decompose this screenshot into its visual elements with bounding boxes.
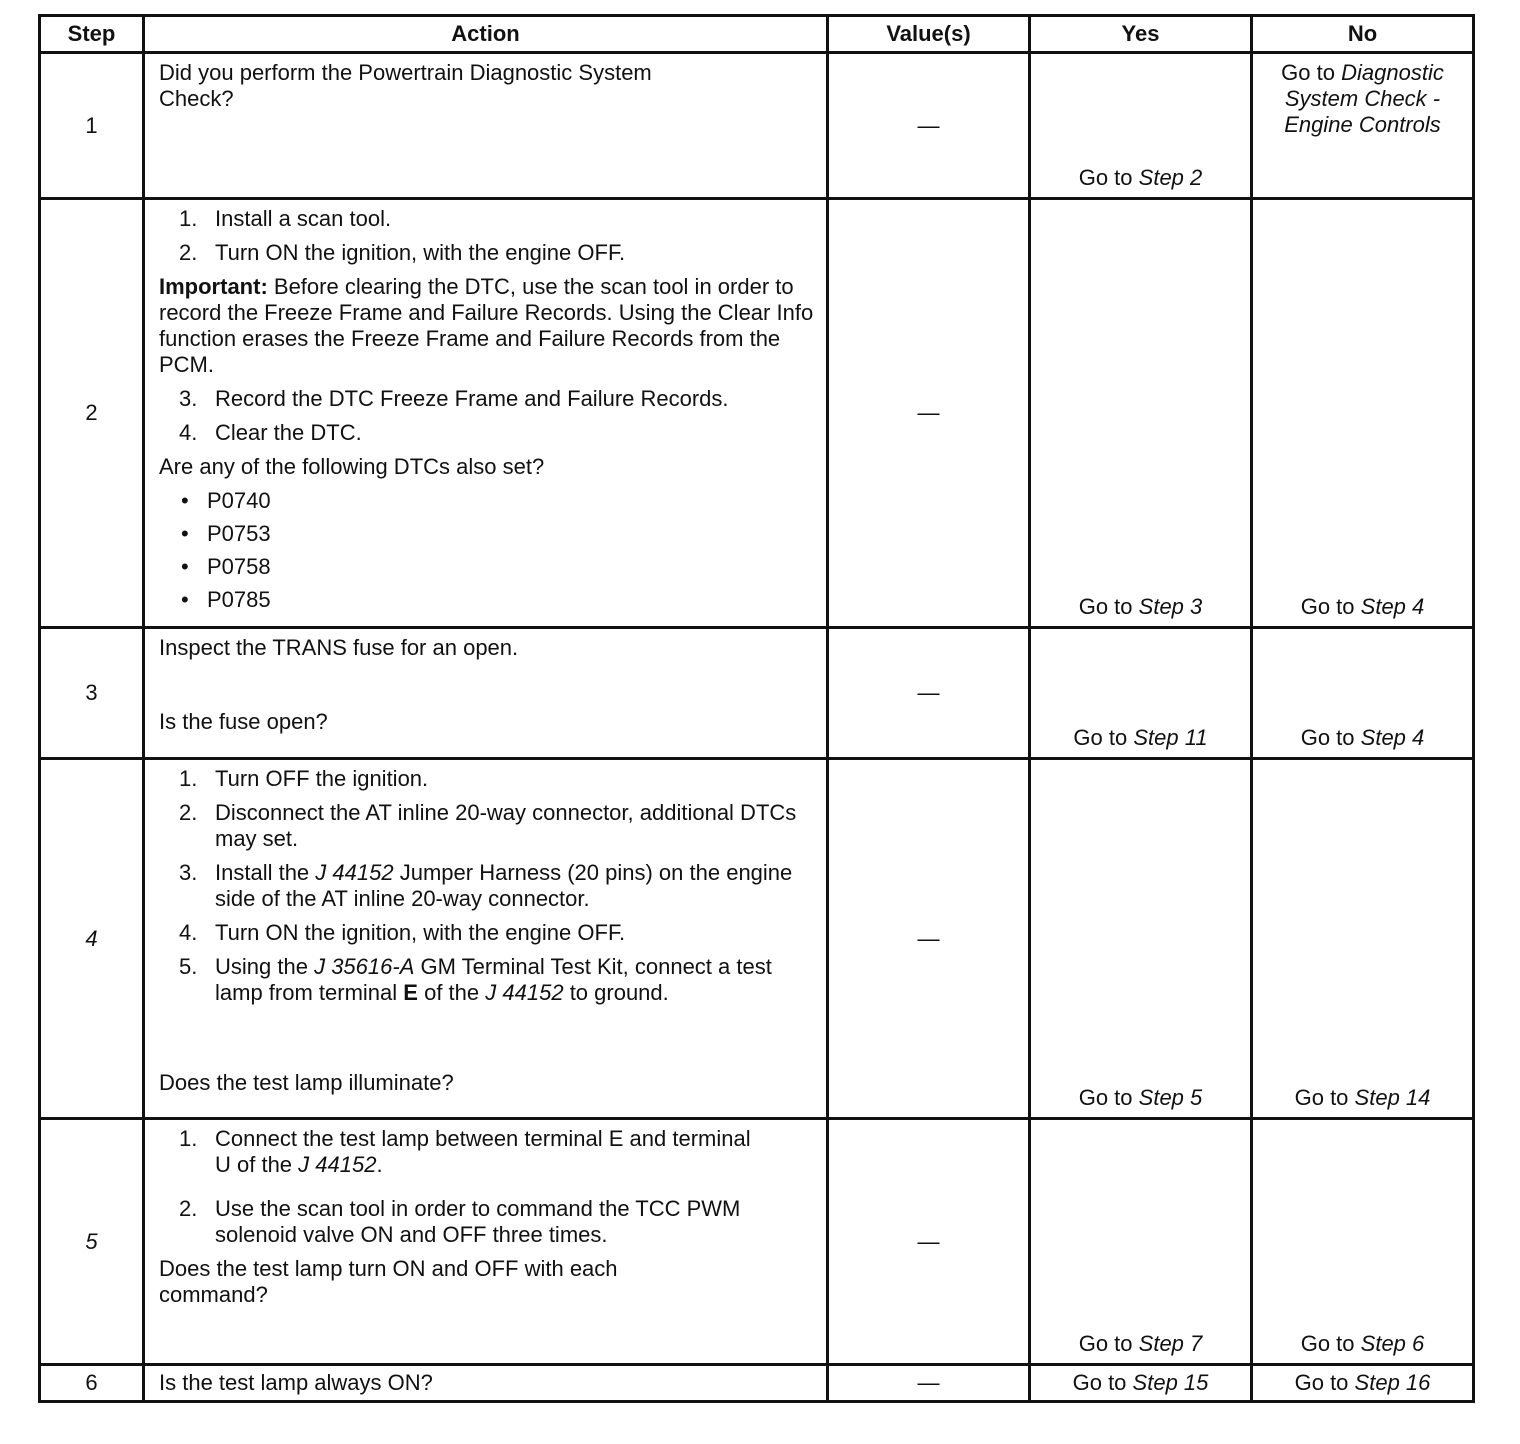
no-cell: Go to Diagnostic System Check - Engine Controls	[1252, 53, 1474, 199]
no-cell: Go to Step 4	[1252, 199, 1474, 628]
table-row	[40, 628, 1474, 759]
list-item: 4. Clear the DTC.	[179, 420, 362, 445]
action-cell	[144, 759, 828, 1119]
no-cell: Go to Step 4	[1252, 628, 1474, 759]
step-number: 1	[40, 53, 144, 199]
step-link[interactable]: Step 4	[1360, 725, 1425, 750]
table-row	[40, 1119, 1474, 1365]
step-number: 2	[40, 199, 144, 628]
step-link[interactable]: Step 4	[1360, 594, 1425, 619]
tool-ref: J 44152	[315, 860, 394, 885]
header-row	[40, 16, 1474, 53]
action-cell	[144, 628, 828, 759]
table-row	[40, 53, 1474, 199]
tool-ref: J 44152	[298, 1152, 377, 1177]
list-item: 1. Install a scan tool.	[179, 206, 392, 231]
action-cell	[144, 53, 828, 199]
step-number: 5	[40, 1119, 144, 1365]
step-number: 6	[40, 1365, 144, 1402]
header-values: Value(s)	[828, 16, 1030, 53]
step-number: 4	[40, 759, 144, 1119]
yes-cell: Go to Step 7	[1030, 1119, 1252, 1365]
no-cell: Go to Step 16	[1252, 1365, 1474, 1402]
header-yes: Yes	[1030, 16, 1252, 53]
action-question: Did you perform the Powertrain Diagnostic System Check?	[159, 60, 652, 111]
table-row	[40, 199, 1474, 628]
value-cell: —	[828, 1365, 1030, 1402]
step-link[interactable]: Step 7	[1138, 1331, 1203, 1356]
list-item: 1. Turn OFF the ignition.	[179, 766, 429, 791]
no-cell: Go to Step 14	[1252, 759, 1474, 1119]
value-cell: —	[828, 199, 1030, 628]
dtc-item: • P0758	[181, 554, 271, 579]
action-question: Does the test lamp turn ON and OFF with each command?	[159, 1256, 618, 1307]
value-cell: —	[828, 628, 1030, 759]
value-cell: —	[828, 759, 1030, 1119]
yes-cell: Go to Step 5	[1030, 759, 1252, 1119]
action-question: Does the test lamp illuminate?	[159, 1070, 454, 1095]
header-no: No	[1252, 16, 1474, 53]
action-cell	[144, 1365, 828, 1402]
list-item: 2. Turn ON the ignition, with the engine OFF.	[179, 240, 626, 265]
step-link[interactable]: Step 15	[1132, 1370, 1209, 1395]
list-item: 2. Use the scan tool in order to command the TCC PWM solenoid valve ON and OFF three times.	[179, 1196, 741, 1247]
step-link[interactable]: Step 16	[1354, 1370, 1431, 1395]
step-link[interactable]: Step 11	[1133, 725, 1208, 750]
list-item: 1. Connect the test lamp between terminal E and terminal U of the J 44152.	[179, 1126, 751, 1177]
step-number: 3	[40, 628, 144, 759]
yes-cell: Go to Step 2	[1030, 53, 1252, 199]
no-cell: Go to Step 6	[1252, 1119, 1474, 1365]
step-link[interactable]: Step 14	[1354, 1085, 1431, 1110]
step-link[interactable]: Step 5	[1138, 1085, 1203, 1110]
action-question: Is the test lamp always ON?	[159, 1370, 433, 1395]
tool-ref: J 44152	[485, 980, 564, 1005]
list-item: 2. Disconnect the AT inline 20-way connector, additional DTCs may set.	[179, 800, 797, 851]
list-item: 3. Record the DTC Freeze Frame and Failure Records.	[179, 386, 729, 411]
value-cell: —	[828, 53, 1030, 199]
action-question: Is the fuse open?	[159, 709, 328, 734]
tool-ref: J 35616-A	[314, 954, 415, 979]
important-note: Important: Before clearing the DTC, use the scan tool in order to record the Freeze Frame and Failure Records. Using the Clear Info function erases the Freeze Frame and Failure Records from the PCM.	[159, 274, 814, 377]
yes-cell: Go to Step 3	[1030, 199, 1252, 628]
step-link[interactable]: Step 3	[1138, 594, 1203, 619]
dtc-item: • P0753	[181, 521, 271, 546]
dtc-item: • P0785	[181, 587, 271, 612]
list-item: 4. Turn ON the ignition, with the engine OFF.	[179, 920, 626, 945]
value-cell: —	[828, 1119, 1030, 1365]
list-item: 3. Install the J 44152 Jumper Harness (20 pins) on the engine side of the AT inline 20-way connector.	[179, 860, 793, 911]
action-cell	[144, 199, 828, 628]
action-cell	[144, 1119, 828, 1365]
step-link[interactable]: Step 2	[1138, 165, 1203, 190]
action-text: Inspect the TRANS fuse for an open.	[159, 635, 519, 660]
list-item: 5. Using the J 35616-A GM Terminal Test Kit, connect a test lamp from terminal E of the J 44152 to ground.	[179, 954, 772, 1005]
table-row	[40, 759, 1474, 1119]
dtc-item: • P0740	[181, 488, 271, 513]
header-step: Step	[40, 16, 144, 53]
header-action: Action	[144, 16, 828, 53]
diagnostic-table	[38, 14, 1475, 1403]
table-row	[40, 1365, 1474, 1402]
yes-cell: Go to Step 15	[1030, 1365, 1252, 1402]
step-link[interactable]: Step 6	[1360, 1331, 1425, 1356]
diagnostic-link[interactable]: Diagnostic System Check - Engine Controls	[1284, 60, 1444, 137]
action-question: Are any of the following DTCs also set?	[159, 454, 545, 479]
yes-cell: Go to Step 11	[1030, 628, 1252, 759]
